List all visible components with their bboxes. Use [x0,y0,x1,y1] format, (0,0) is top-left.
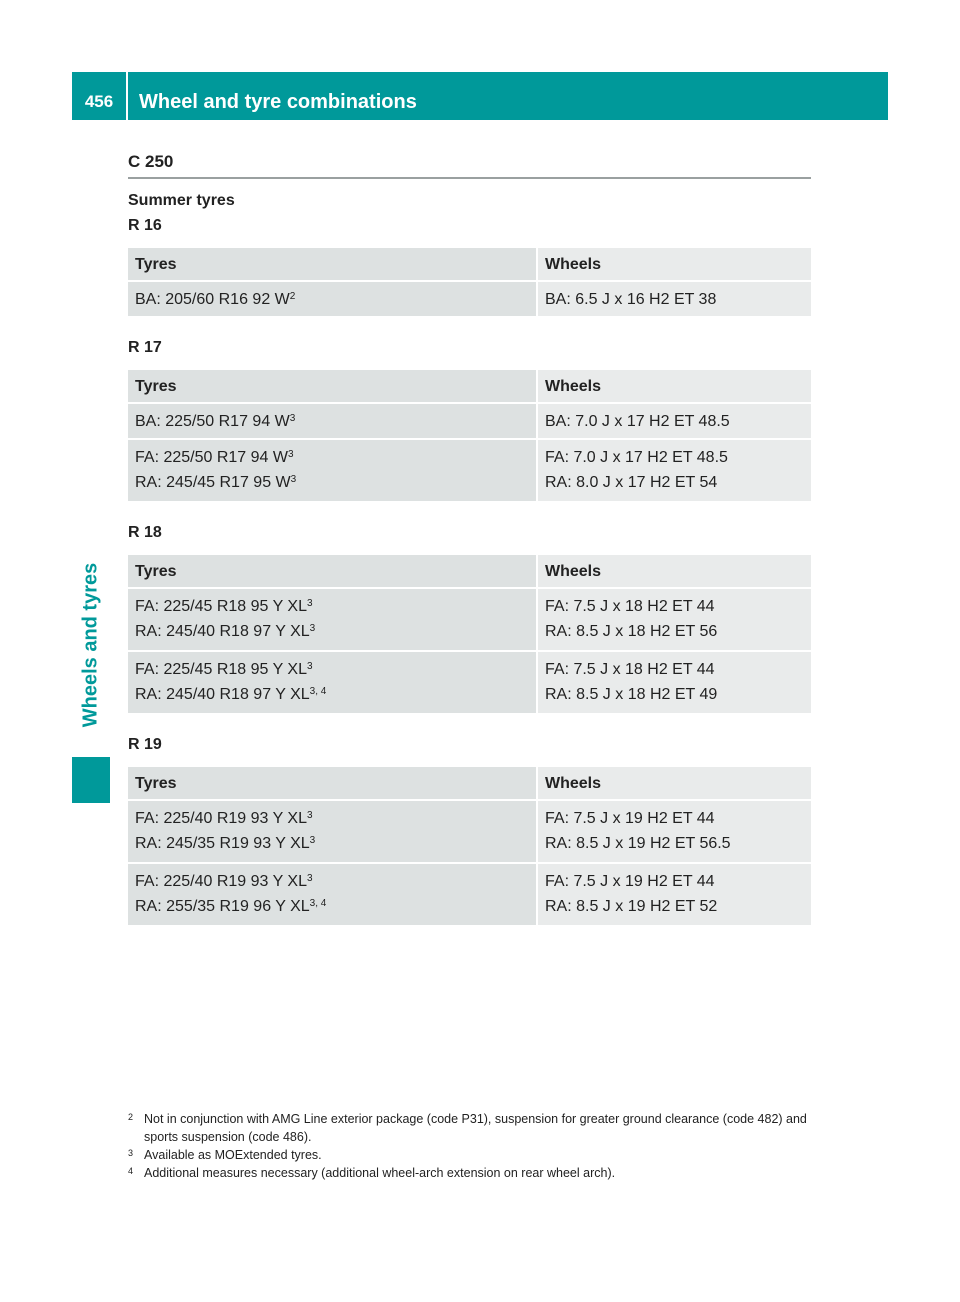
page-number: 456 [84,92,114,111]
front-wheel-spec: FA: 7.5 J x 18 H2 ET 44 [545,661,715,678]
front-tyre-spec: FA: 225/40 R19 93 Y XL [135,873,307,890]
table-row [128,404,811,438]
table-header-row [128,767,811,799]
tyre-table-r19 [128,767,811,927]
section-side-tab [72,540,110,750]
tyre-table-r18 [128,555,811,715]
column-header-wheels: Wheels [538,248,811,280]
wheels-cell [538,282,811,316]
front-tyre-spec: FA: 225/50 R17 94 W [135,449,288,466]
rear-wheel-spec: RA: 8.5 J x 18 H2 ET 49 [545,686,718,703]
model-heading: C 250 [128,152,174,171]
side-tab-marker [72,757,110,803]
tyres-cell [128,589,536,650]
tyres-cell [128,440,536,501]
footnotes [128,1110,812,1182]
rear-wheel-spec: RA: 8.5 J x 18 H2 ET 56 [545,623,718,640]
footnote-ref: 3, 4 [309,686,327,697]
rim-size-heading-r16: R 16 [128,217,162,234]
rear-tyre-spec: RA: 245/40 R18 97 Y XL [135,623,310,640]
wheels-cell [538,589,811,650]
front-tyre-spec: FA: 225/45 R18 95 Y XL [135,598,307,615]
rear-wheel-spec: RA: 8.5 J x 19 H2 ET 56.5 [545,835,731,852]
tyre-table-r17 [128,370,811,503]
front-wheel-spec: FA: 7.5 J x 19 H2 ET 44 [545,873,715,890]
tyres-cell [128,404,536,438]
column-header-tyres: Tyres [128,767,536,799]
wheels-cell [538,404,811,438]
footnote-ref: 3 [290,474,297,485]
rear-tyre-spec: RA: 245/45 R17 95 W [135,474,291,491]
rear-wheel-spec: RA: 8.0 J x 17 H2 ET 54 [545,474,718,491]
footnote-text: Not in conjunction with AMG Line exterior package (code P31), suspension for greater ground clearance (code 482) and sports suspension (code 486). [144,1112,807,1144]
column-header-tyres: Tyres [128,370,536,402]
table-row [128,652,811,713]
rim-size-heading-r17: R 17 [128,339,162,356]
wheels-cell [538,864,811,925]
rim-size-heading-r19: R 19 [128,736,162,753]
footnote-ref: 3 [289,413,296,424]
footnote-ref: 3 [309,835,316,846]
front-tyre-spec: FA: 225/40 R19 93 Y XL [135,810,307,827]
footnote [128,1110,812,1146]
footnote-mark: 2 [128,1112,134,1122]
footnote-ref: 3 [306,873,313,884]
footnote [128,1146,812,1164]
season-heading: Summer tyres [128,192,235,209]
wheels-cell [538,652,811,713]
column-header-tyres: Tyres [128,555,536,587]
wheel-spec: BA: 6.5 J x 16 H2 ET 38 [545,291,717,308]
rear-tyre-spec: RA: 255/35 R19 96 Y XL [135,898,310,915]
footnote-ref: 2 [289,291,296,302]
table-header-row [128,555,811,587]
table-row [128,282,811,316]
tyres-cell [128,282,536,316]
wheels-cell [538,440,811,501]
rear-tyre-spec: RA: 245/35 R19 93 Y XL [135,835,310,852]
column-header-wheels: Wheels [538,555,811,587]
column-header-wheels: Wheels [538,370,811,402]
header-divider [126,72,128,120]
front-tyre-spec: FA: 225/45 R18 95 Y XL [135,661,307,678]
table-row [128,864,811,925]
side-tab-label: Wheels and tyres [79,562,102,728]
rear-wheel-spec: RA: 8.5 J x 19 H2 ET 52 [545,898,718,915]
front-wheel-spec: FA: 7.0 J x 17 H2 ET 48.5 [545,449,728,466]
tyres-cell [128,652,536,713]
column-header-wheels: Wheels [538,767,811,799]
tyre-spec: BA: 225/50 R17 94 W [135,413,290,430]
table-row [128,801,811,862]
footnote-ref: 3 [306,598,313,609]
footnote-ref: 3 [306,661,313,672]
table-row [128,589,811,650]
wheel-spec: BA: 7.0 J x 17 H2 ET 48.5 [545,413,730,430]
footnote-ref: 3 [309,623,316,634]
footnote-text: Available as MOExtended tyres. [144,1148,322,1162]
footnote-ref: 3 [306,810,313,821]
tyres-cell [128,801,536,862]
table-header-row [128,370,811,402]
footnote-mark: 4 [128,1166,134,1176]
front-wheel-spec: FA: 7.5 J x 19 H2 ET 44 [545,810,715,827]
front-wheel-spec: FA: 7.5 J x 18 H2 ET 44 [545,598,715,615]
rear-tyre-spec: RA: 245/40 R18 97 Y XL [135,686,310,703]
rim-size-heading-r18: R 18 [128,524,162,541]
footnote [128,1164,812,1182]
model-divider [128,177,811,179]
footnote-ref: 3 [287,449,294,460]
page-title: Wheel and tyre combinations [139,91,417,113]
footnote-text: Additional measures necessary (additional wheel-arch extension on rear wheel arch). [144,1166,616,1180]
footnote-mark: 3 [128,1148,134,1158]
table-row [128,440,811,501]
wheels-cell [538,801,811,862]
page-header [72,72,888,120]
tyres-cell [128,864,536,925]
tyre-table-r16 [128,248,811,318]
tyre-spec: BA: 205/60 R16 92 W [135,291,290,308]
table-header-row [128,248,811,280]
footnote-ref: 3, 4 [309,898,327,909]
column-header-tyres: Tyres [128,248,536,280]
